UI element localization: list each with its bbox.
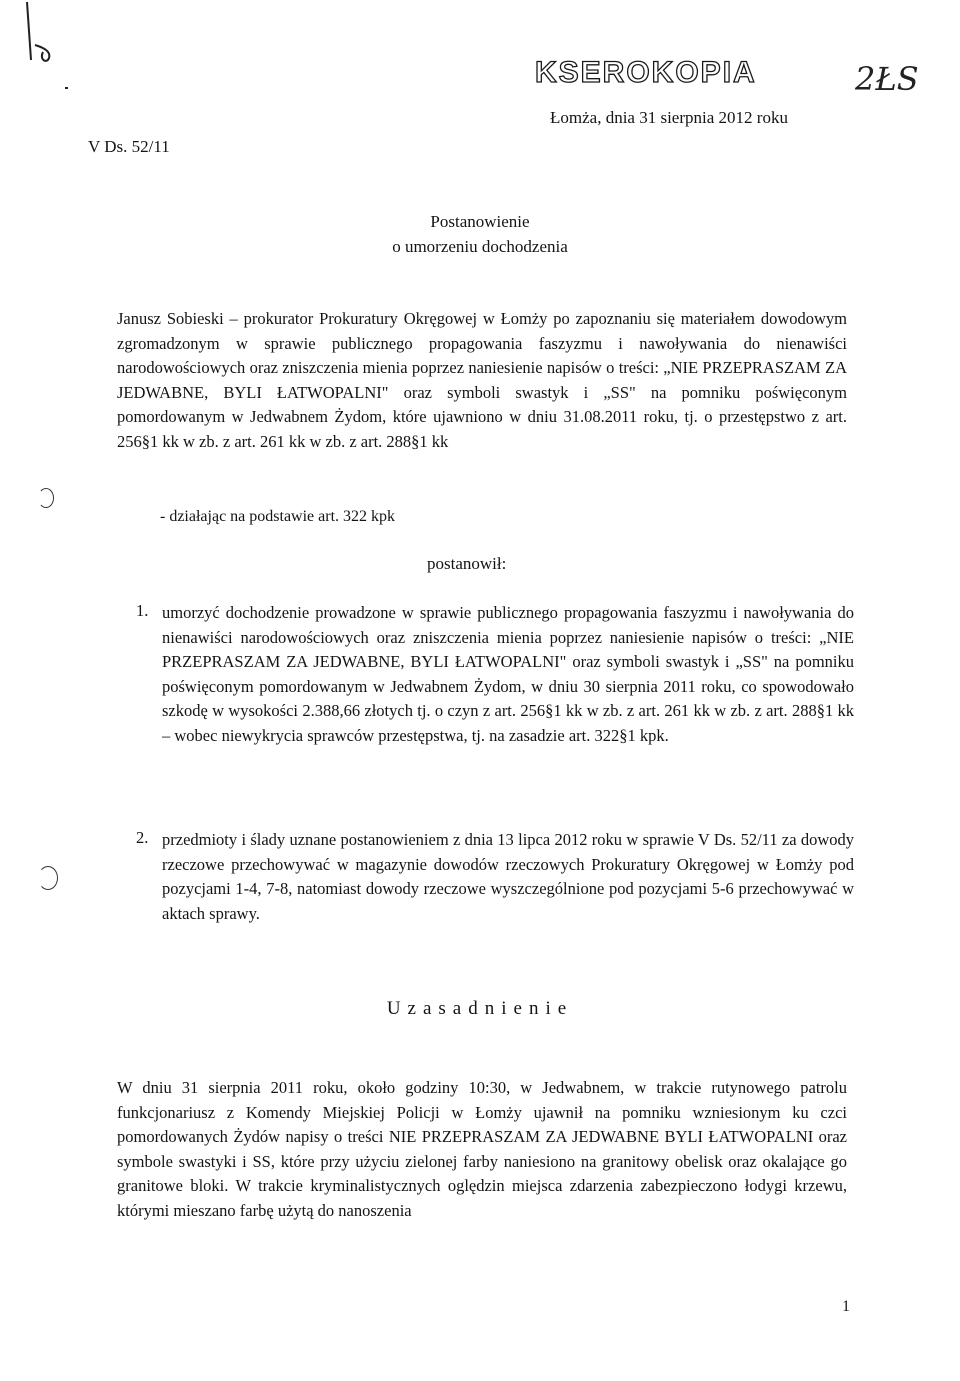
place-date: Łomża, dnia 31 sierpnia 2012 roku	[550, 108, 788, 127]
document-title: Postanowienie	[430, 212, 530, 231]
decision-heading: postanowił:	[427, 554, 507, 573]
document-subtitle: o umorzeniu dochodzenia	[392, 237, 568, 256]
copy-stamp: KSEROKOPIA	[535, 56, 757, 89]
decision-item: przedmioty i ślady uznane postanowieniem z dnia 13 lipca 2012 roku w sprawie V Ds. 52/11 za dowody rzeczowe przechowywać w magazynie dowodów rzeczowych Prokuratury Okręgowej w Łomży pod pozycjami 1-4, 7-8, natomiast dowody rzeczowe wyszczególnione pod pozycjami 5-6 przechowywać w aktach sprawy.	[162, 830, 854, 923]
decision-item: umorzyć dochodzenie prowadzone w sprawie publicznego propagowania faszyzmu i nawoływania do nienawiści narodowościowych oraz zniszczenia mienia poprzez naniesienie napisów o treści: „NIE PRZEPRASZAM ZA JEDWABNE, BYLI ŁATWOPALNI" oraz symboli swastyk i „SS" na pomniku poświęconym pomordowanym w Jedwabnem Żydom, w dniu 30 sierpnia 2011 roku, co spowodowało szkodę w wysokości 2.388,66 złotych tj. o czyn z art. 256§1 kk w zb. z art. 261 kk w zb. z art. 288§1 kk – wobec niewykrycia sprawców przestępstwa, tj. na zasadzie art. 322§1 kpk.	[162, 603, 854, 745]
item-number: 2.	[136, 828, 149, 847]
justification-heading: Uzasadnienie	[386, 998, 574, 1019]
item-number: 1.	[136, 601, 149, 620]
legal-basis: - działając na podstawie art. 322 kpk	[160, 508, 396, 525]
punch-hole-mark	[38, 866, 58, 890]
page-number: 1	[842, 1298, 850, 1315]
justification-paragraph: W dniu 31 sierpnia 2011 roku, około godziny 10:30, w Jedwabnem, w trakcie rutynowego patrolu funkcjonariusz z Komendy Miejskiej Policji w Łomży ujawnił na pomniku wzniesionym ku czci pomordowanych Żydów napisy o treści NIE PRZEPRASZAM ZA JEDWABNE BYLI ŁATWOPALNI oraz symbole swastyki i SS, które przy użyciu zielonej farby naniesiono na granitowy obelisk oraz okalające go granitowe bloki. W trakcie kryminalistycznych oględzin miejsca zdarzenia zabezpieczono łodygi krzewu, którymi mieszano farbę użytą do nanoszenia	[117, 1078, 847, 1220]
punch-hole-mark	[38, 488, 54, 508]
pen-scribble-mark	[5, 0, 75, 110]
intro-paragraph: Janusz Sobieski – prokurator Prokuratury Okręgowej w Łomży po zapoznaniu się materiałem dowodowym zgromadzonym w sprawie publicznego propagowania faszyzmu i nawoływania do nienawiści narodowościowych oraz zniszczenia mienia poprzez naniesienie napisów o treści: „NIE PRZEPRASZAM ZA JEDWABNE, BYLI ŁATWOPALNI" oraz symboli swastyk i „SS" na pomniku poświęconym pomordowanym w Jedwabnem Żydom, które ujawniono w dniu 31.08.2011 roku, tj. o przestępstwo z art. 256§1 kk w zb. z art. 261 kk w zb. z art. 288§1 kk	[117, 309, 847, 451]
handwritten-page-number: 2ŁS	[855, 60, 919, 98]
case-reference: V Ds. 52/11	[88, 137, 170, 156]
